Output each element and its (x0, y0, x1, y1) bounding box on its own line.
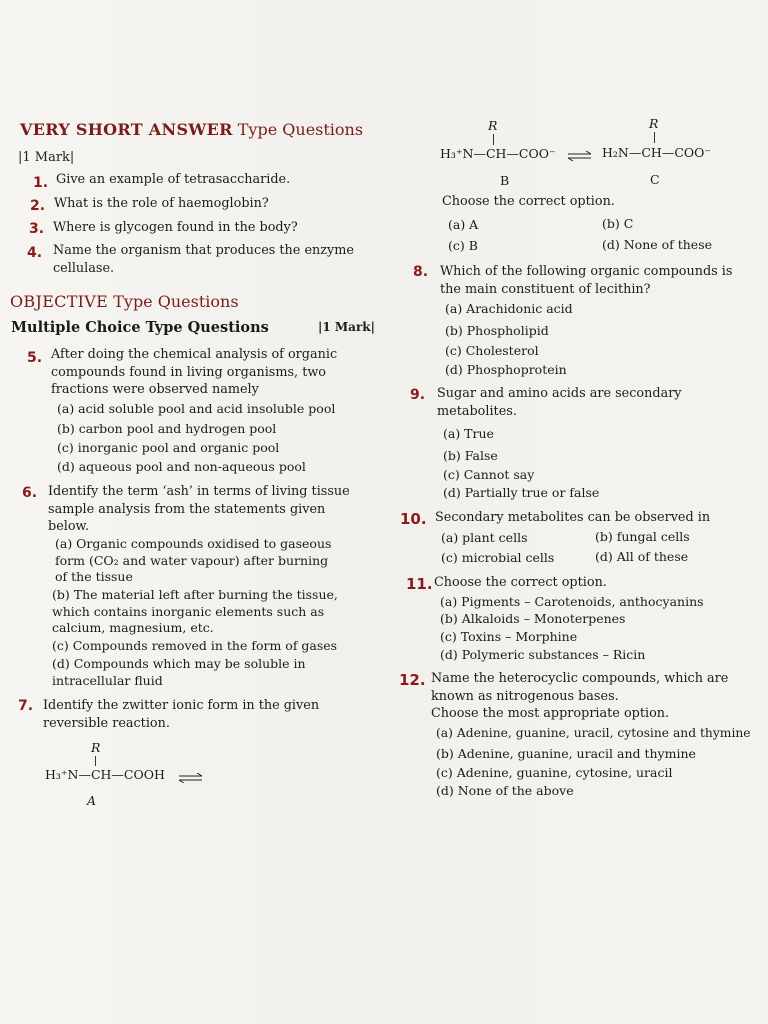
option: (d) None of these (602, 237, 713, 252)
question-number: 5. (27, 350, 43, 366)
option: (c) inorganic pool and organic pool (57, 440, 280, 455)
question-text: Identify the zwitter ionic form in the given reversible reaction. (43, 698, 320, 731)
chem-a-label: A (87, 793, 97, 808)
question-text: What is the role of haemoglobin? (54, 196, 269, 211)
option: (b) The material left after burning the tissue, which contains inorganic elements such as calcium, magnesium, etc. (52, 587, 338, 635)
question-number: 4. (27, 245, 43, 261)
chem-b-label: B (500, 173, 510, 188)
mcq-marks: |1 Mark| (318, 320, 375, 334)
option: (b) Phospholipid (445, 323, 549, 338)
option: (c) Compounds removed in the form of gases (52, 638, 338, 653)
question-text: Name the heterocyclic compounds, which are known as nitrogenous bases. Choose the most appropriate option. (431, 671, 729, 721)
chem-c-label: C (650, 172, 660, 187)
heading-rest: Type Questions (232, 120, 364, 139)
option: (a) plant cells (441, 530, 528, 545)
question-prompt: Choose the correct option. (442, 194, 615, 209)
option: (c) Adenine, guanine, cytosine, uracil (436, 765, 673, 780)
heading-caps: VERY SHORT ANSWER (20, 120, 233, 139)
option: (c) Toxins – Morphine (440, 629, 578, 644)
option: (d) Phosphoprotein (445, 362, 567, 377)
question-number: 12. (399, 671, 426, 689)
question-text: Identify the term ‘ash’ in terms of living tissue sample analysis from the statements given below. (48, 484, 350, 534)
option: (b) Adenine, guanine, uracil and thymine (436, 746, 696, 761)
mcq-heading: Multiple Choice Type Questions (11, 319, 269, 336)
heading-rest: Type Questions (108, 292, 239, 311)
equilibrium-arrow-icon (567, 151, 593, 161)
chem-a-r-group: R (91, 740, 101, 755)
question-text: Sugar and amino acids are secondary metabolites. (437, 386, 682, 419)
question-number: 1. (33, 175, 49, 191)
question-number: 11. (406, 575, 433, 593)
chem-c-r-group: R (649, 116, 659, 131)
option: (c) microbial cells (441, 550, 555, 565)
question-number: 10. (400, 510, 427, 528)
equilibrium-arrow-icon (178, 773, 204, 783)
question-number: 7. (18, 698, 34, 714)
option: (a) Arachidonic acid (445, 301, 573, 316)
option: (b) False (443, 448, 498, 463)
question-text: Give an example of tetrasaccharide. (56, 172, 291, 187)
option: (d) All of these (595, 549, 689, 564)
question-number: 6. (22, 485, 38, 501)
option: (b) Alkaloids – Monoterpenes (440, 611, 626, 626)
bond-line (493, 134, 494, 145)
option: (a) True (443, 426, 494, 441)
option: (a) Adenine, guanine, uracil, cytosine and thymine (436, 726, 751, 740)
question-text: Secondary metabolites can be observed in (435, 510, 711, 525)
question-text: Which of the following organic compounds is the main constituent of lecithin? (440, 264, 733, 297)
option: (d) None of the above (436, 783, 574, 798)
option: (b) fungal cells (595, 529, 690, 544)
question-number: 3. (29, 221, 45, 237)
chem-b-formula: H₃⁺N—CH—COO⁻ (440, 146, 556, 161)
option: (d) Partially true or false (443, 485, 600, 500)
chem-b-r-group: R (488, 118, 498, 133)
question-text: Choose the correct option. (434, 575, 607, 590)
option: (b) carbon pool and hydrogen pool (57, 421, 277, 436)
question-text: Where is glycogen found in the body? (53, 220, 298, 235)
heading-caps: OBJECTIVE (10, 292, 109, 311)
question-number: 8. (413, 264, 429, 280)
question-text: After doing the chemical analysis of organic compounds found in living organisms, two fractions were observed namely (51, 347, 338, 397)
question-text: Name the organism that produces the enzyme cellulase. (53, 243, 354, 276)
option: (d) Polymeric substances – Ricin (440, 647, 646, 662)
option: (c) Cholesterol (445, 343, 539, 358)
option: (b) C (602, 216, 634, 231)
option: (a) acid soluble pool and acid insoluble pool (57, 401, 336, 416)
chem-a-formula: H₃⁺N—CH—COOH (45, 767, 165, 782)
very-short-marks: |1 Mark| (18, 150, 75, 165)
bond-line (654, 132, 655, 143)
question-number: 9. (410, 387, 426, 403)
very-short-heading (20, 120, 363, 139)
option: (a) A (448, 217, 479, 232)
chem-c-formula: H₂N—CH—COO⁻ (602, 145, 711, 160)
option: (c) Cannot say (443, 467, 535, 482)
objective-heading (10, 292, 239, 311)
option: (d) Compounds which may be soluble in intracellular fluid (52, 656, 306, 688)
bond-line (95, 756, 96, 766)
option: (d) aqueous pool and non-aqueous pool (57, 459, 306, 474)
option: (c) B (448, 238, 478, 253)
option: (a) Pigments – Carotenoids, anthocyanins (440, 594, 704, 609)
option: (a) Organic compounds oxidised to gaseous form (CO₂ and water vapour) after burning of the tissue (55, 536, 332, 584)
question-number: 2. (30, 198, 46, 214)
